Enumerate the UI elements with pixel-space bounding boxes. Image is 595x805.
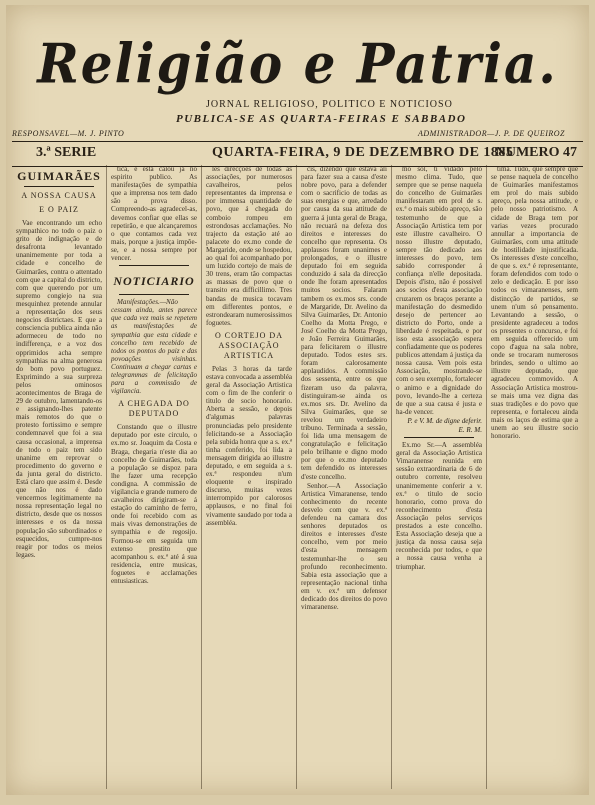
signature-initials: E. R. M. [458,426,482,434]
article-text: mo sol, ti vidado pelo mesmo clima. Tudo, que sempre que se pense naquela do concelho de Guimarães manifestaram em prol de s. ex.ª o mais subido apreço, são testemunho de que a Associação Artistica tem por este illustre cavalheiro. O nosso illustre deputado, sempre tão dedicado aos interesses do povo, tem sabido corresponder á confiança n'elle depositada. Depois d'isto, não é possivel aos socios d'esta associação cruzarem os braços perante a manifestação do desmedido desejo de pertencer ao districto do Porto, onde a liberdade é respeitada, e por isso esta associação espera confiadamente que os poderes publicos attendam á justiça da nossa causa. Vem pois esta Associação, mostrando-se com o seu exemplo, fortalecer o animo e a dignidade do povo, levando-lhe a certeza de que a sua causa é justa e ha-de vencer. [396,165,482,416]
article-text: les direcções de todas as associações, por numerosos cavalheiros, pelos representantes da imprensa e por immensa quantidade de povo, que á chegada do comboio rompeu em estrondosas acclamações. No trajecto da estação até ao palacete do ex.mo conde de Margaride, onde se hospedou, ao qual foi acompanhado por um luzido cortejo de mais de 30 trens, eram tão compactas as massas de povo que o transito era difficillimo. Tres bandas de musica tocavam em differentes pontos, e estrondearam numerosissimos foguetes. [206,165,292,327]
article-columns [12,165,583,789]
article-text: Constando que o illustre deputado por este circulo, o ex.mo sr. Joaquim da Costa e Braga, chegaria n'este dia ao concelho de Guimarães, toda a população se dispoz para lhe fazer uma recepção condigna. A commissão de vigilancia e grande numero de cavalheiros dirigiram-se á estação do caminho de ferro, onde foi recebido com as mais vivas demonstrações de sympathia e de regosijo. Formou-se em seguida um extenso prestito que acompanhou s. ex.ª até á sua residencia, entre musicas, foguetes e acclamações entusiasticas. [111,423,197,586]
column-1 [12,165,107,789]
section-heading-noticiario: NOTICIARIO [113,274,195,289]
section-heading-guimaraes: GUIMARÃES [17,169,101,183]
column-5 [392,165,487,789]
masthead [6,5,589,139]
publication-schedule: PUBLICA-SE AS QUARTA-FEIRAS E SABBADO [176,113,467,125]
article-text: Vae encontrando um echo sympathico no todo o paiz o grito de indignação e de desafronta levantado unanimemente por toda a cidade e concelho de Guimarães, contra o attentado com que a capital do districto, com que querendo por um supremo congiejo na sua mesquinhez pretende annular a representação dos seus negocios districtaes. E que a consciencia publica ainda não adormeceu de todo no indifferença, e a voz dos opprimidos acha sempre sympathias na alma generosa do bom povo portuguez. Exprimindo a sua surpreza pelos ominosos acontecimentos de Braga de 29 de outubro, lamentando-os e assignando-lhes patente mais remotos do que o protesto fortissimo e sempre condemnavel que foi a sua causa occasional, a imprensa de todo o paiz tem sido unanime em reprovar o procedimento do governo e da junta geral do districto. Está claro que assim é. Desde que não nos é dado vencermos legitimamente na nossa representação legal no districto, desde que os nossos interesses e os da nossa população são subordinados e esquecidos, cumpre-nos reagir por todos os meios legaes. [16,219,102,559]
column-3 [202,165,297,789]
masthead-subtitles [6,95,589,139]
dateline-bar [12,141,583,167]
column-4 [297,165,392,789]
divider [119,294,189,295]
article-text: Senhor.—A Associação Artistica Vimaranense, tendo conhecimento do recente desvelo com que v. ex.ª defendeu na camara dos senhores deputados os direitos e interesses d'este concelho, vem por meio d'esta mensagem testemunhar-lhe o seu profundo reconhecimento. Sabia esta associação que a representação nacional tinha em v. ex.ª um defensor dedicado dos direitos do povo vimaranense. [301,481,387,612]
article-text: Manifestações.—Não cessam ainda, antes parece que cada vez mais se repetem as manifestações de sympathia que esta cidade e concelho tem recebido de todos os pontos do paiz e das povoações visinhas. Continuam a chegar cartas e telegrammas de felicitação para a commissão de vigilancia. [111,298,197,396]
divider [404,437,474,438]
divider [24,186,94,187]
article-text: Ex.mo Sr.—A assembléa geral da Associação Artistica Vimaranense reunida em sessão extraordinaria de 6 de outubro corrente, resolveu unanimemente conferir a v. ex.ª o titulo de socio honorario, como prova do reconhecimento d'esta Associação pelos serviços prestados a este concelho. Esta Associação deseja que a justiça da nossa causa seja reconhecida por todos, e que a nossa causa venha a triumphar. [396,441,482,571]
column-6 [487,165,582,789]
newspaper-page [6,5,589,795]
series-label: 3.ª SERIE [36,145,97,160]
divider [119,265,189,266]
article-text: cis, dizendo que estava ali para fazer sua a causa d'este nobre povo, para a defender com o sacrificio de todas as suas energias e que, arredado por causa da sua attitude de guerra á junta geral de Braga, não recuará na defeza dos direitos e interesses do concelho que representa. Os applausos foram unanimes e prolongados, e o illustre deputado foi em seguida conduzido á sala da direcção onde lhe foram apresentados muitos socios. Falaram tambem os ex.mos srs. conde de Margaride, Dr. Avelino da Silva Guimarães, Dr. Antonio Coelho da Motta Prego, e José Coelho da Motta Prego, e João Ferreira Guimarães, para felicitarem o illustre deputado. Todos estes srs. foram calorosamente applaudidos. A commissão dos sessenta, entre os que fizeram uso da palavra, distinguiram-se ainda os ex.mos srs. Dr. Avelino da Silva Guimarães, que se revelou um verdadeiro tribuno. Terminada a sessão, foi lida uma mensagem de congratulação e felicitação pelo brilhante e digno modo por que o ex.mo deputado tem defendido os interesses d'este concelho. [301,165,387,481]
article-text: Pelas 3 horas da tarde estava convocada a assembléa geral da Associação Artistica com o fim de lhe conferir o titulo de socio honorario. Aberta a sessão, e depois d'algumas palavras pronunciadas pelo presidente felicitando-se a Associação pela subida honra que a s. ex.ª tinha conferido, foi lida a mensagem dirigida ao illustre deputado, e em seguida a s. ex.ª respondeu n'um eloquente e inspirado discurso, muitas vezes interrompido por calorosos applausos, e no final foi vivamente saudado por toda a assembléa. [206,364,292,527]
responsavel-credit: RESPONSAVEL—M. J. PINTO [12,129,125,138]
newspaper-title: Religião e Patria. [37,31,558,96]
journal-description: JORNAL RELIGIOSO, POLITICO E NOTICIOSO [206,99,453,110]
issue-date: QUARTA-FEIRA, 9 DE DEZEMBRO DE 1885 [212,145,514,160]
article-text: tica, e esta calou já no espirito publico. As manifestações de sympathia que a imprensa nos tem dado são a prova disso. Compreendo-as agradecel-as, devemos confiar que ellas se repetirão, e que alcançaremos o que contamos cada vez mais, porque a justiça impõe-se, e a nossa sempre por vencer. [111,165,197,263]
article-title: A NOSSA CAUSA [21,191,97,200]
signature-line: P. e V. M. de digne deferir. [407,416,482,425]
issue-number: NUMERO 47 [495,145,577,160]
column-2 [107,165,202,789]
article-subtitle: E O PAIZ [39,205,79,214]
administrador-credit: ADMINISTRADOR—J. P. DE QUEIROZ [417,129,565,138]
article-text: tima. Tudo, que sempre que se pense naquela de concelho de Guimarães manifestamos em prol do mais subido apreço, pela nossa attitude, e pelo nosso patriotismo. A cidade de Braga tem por varias vezes procurado annullar a importancia de Guimarães, com uma attitude de hostilidade injustificada. Os interesses d'este concelho, de que s. ex.ª é representante, foram defendidos com todo o zelo e dedicação. E por isso todos os vimaranenses, sem distincção de partidos, se unem n'um só pensamento. Levantando a sessão, o presidente agradeceu a todos os presentes o concurso, e foi em seguida offerecido um copo d'agua na sala nobre, onde se trocaram numerosos brindes, sendo o ultimo ao illustre deputado, que agradeceu commovido. A Associação Artistica mostrou-se mais uma vez digna das suas tradições e do povo que representa, e fortaleceu ainda mais os laços de estima que a unem ao seu illustre socio honorario. [491,165,578,441]
article-subheading: A CHEGADA DO DEPUTADO [118,399,190,419]
article-subheading: O CORTEJO DA ASSOCIAÇÃO ARTISTICA [215,330,283,360]
